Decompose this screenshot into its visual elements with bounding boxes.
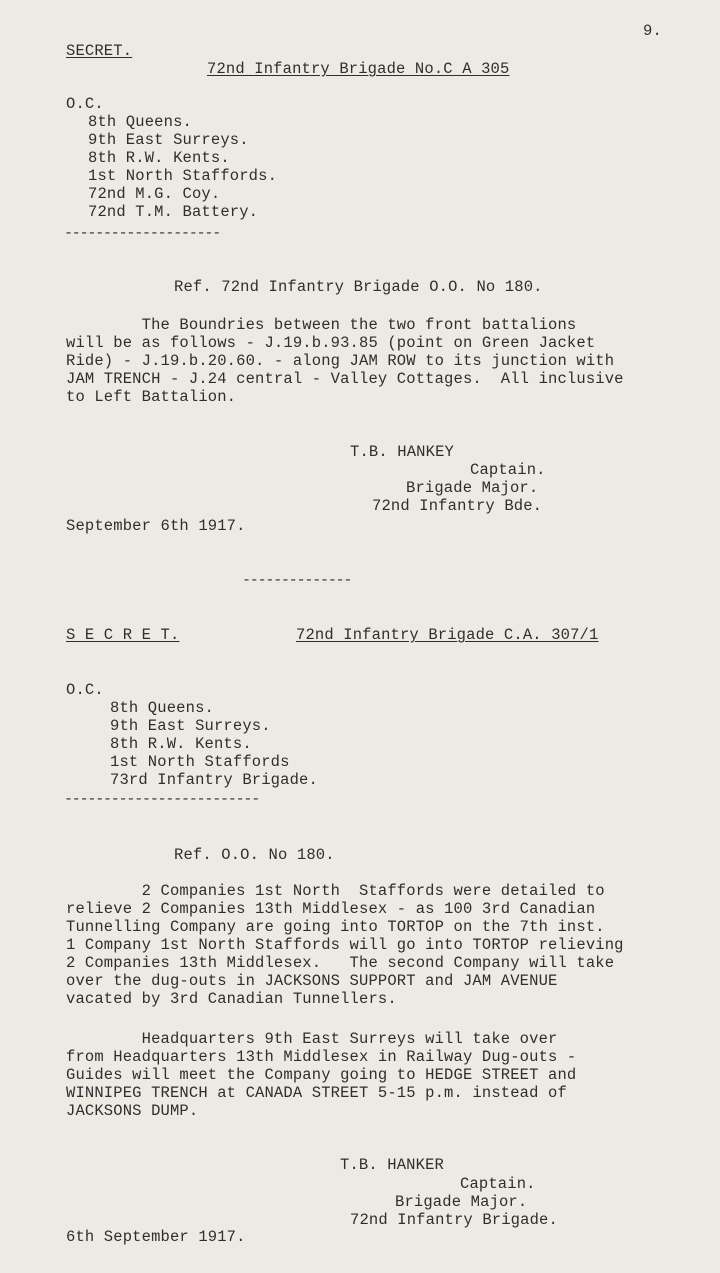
body-line: Tunnelling Company are going into TORTOP on the 7th inst. (66, 918, 605, 936)
rule-line: -------------------- (64, 225, 221, 242)
signature-rank: Captain. (470, 461, 546, 479)
body-line: 2 Companies 1st North Staffords were detailed to (66, 882, 605, 900)
body-line: Ride) - J.19.b.20.60. - along JAM ROW to its junction with (66, 352, 615, 370)
addressee-unit: 1st North Staffords. (88, 167, 278, 185)
body-line: will be as follows - J.19.b.93.85 (point on Green Jacket (66, 334, 596, 352)
signature-name: T.B. HANKER (340, 1156, 444, 1174)
body-line: JAM TRENCH - J.24 central - Valley Cottages. All inclusive (66, 370, 624, 388)
addressee-unit: 72nd T.M. Battery. (88, 203, 259, 221)
brigade-reference: 72nd Infantry Brigade C.A. 307/1 (296, 626, 599, 644)
signature-role: Brigade Major. (406, 479, 539, 497)
signature-name: T.B. HANKEY (350, 443, 454, 461)
addressee-label: O.C. (66, 681, 104, 699)
addressee-unit: 8th Queens. (110, 699, 214, 717)
subject-line: Ref. O.O. No 180. (174, 846, 335, 864)
section-separator: -------------- (242, 572, 352, 589)
body-line: The Boundries between the two front battalions (66, 316, 577, 334)
page-number: 9. (643, 22, 662, 40)
document-date: 6th September 1917. (66, 1228, 246, 1246)
body-line: over the dug-outs in JACKSONS SUPPORT and JAM AVENUE (66, 972, 558, 990)
body-line: to Left Battalion. (66, 388, 237, 406)
addressee-unit: 8th R.W. Kents. (110, 735, 252, 753)
secret-heading: SECRET. (66, 42, 133, 60)
addressee-label: O.C. (66, 95, 104, 113)
signature-unit: 72nd Infantry Bde. (372, 497, 543, 515)
body-line: Headquarters 9th East Surreys will take over (66, 1030, 558, 1048)
addressee-unit: 8th Queens. (88, 113, 192, 131)
addressee-unit: 1st North Staffords (110, 753, 290, 771)
signature-unit: 72nd Infantry Brigade. (350, 1211, 558, 1229)
body-line: 1 Company 1st North Staffords will go into TORTOP relieving (66, 936, 624, 954)
body-line: JACKSONS DUMP. (66, 1102, 199, 1120)
body-line: from Headquarters 13th Middlesex in Railway Dug-outs - (66, 1048, 577, 1066)
rule-line: ------------------------- (64, 791, 260, 808)
addressee-unit: 8th R.W. Kents. (88, 149, 230, 167)
addressee-unit: 9th East Surreys. (110, 717, 271, 735)
body-line: relieve 2 Companies 13th Middlesex - as 100 3rd Canadian (66, 900, 596, 918)
brigade-reference: 72nd Infantry Brigade No.C A 305 (207, 60, 510, 78)
document-date: September 6th 1917. (66, 517, 246, 535)
signature-rank: Captain. (460, 1175, 536, 1193)
body-line: WINNIPEG TRENCH at CANADA STREET 5-15 p.m. instead of (66, 1084, 567, 1102)
body-line: 2 Companies 13th Middlesex. The second Company will take (66, 954, 615, 972)
addressee-unit: 73rd Infantry Brigade. (110, 771, 318, 789)
addressee-unit: 72nd M.G. Coy. (88, 185, 221, 203)
signature-role: Brigade Major. (395, 1193, 528, 1211)
subject-line: Ref. 72nd Infantry Brigade O.O. No 180. (174, 278, 543, 296)
body-line: vacated by 3rd Canadian Tunnellers. (66, 990, 397, 1008)
addressee-unit: 9th East Surreys. (88, 131, 249, 149)
secret-heading: S E C R E T. (66, 626, 180, 644)
body-line: Guides will meet the Company going to HEDGE STREET and (66, 1066, 577, 1084)
